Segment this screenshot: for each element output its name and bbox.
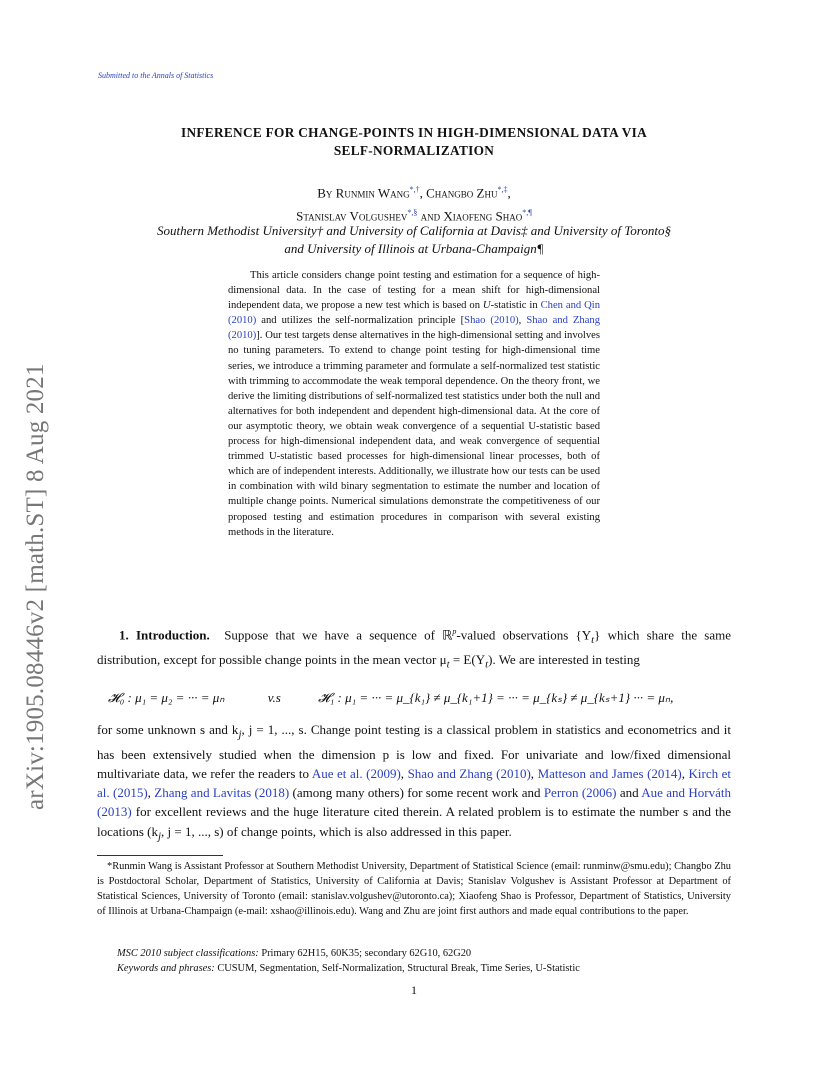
author-3-marks[interactable]: *,§ [407,208,418,218]
keywords [117,963,580,974]
title-line-2: SELF-NORMALIZATION [333,143,495,158]
arxiv-stamp: arXiv:1905.08446v2 [math.ST] 8 Aug 2021 [22,363,49,810]
abstract-text: -statistic in [490,300,541,312]
affiliation-line-1: Southern Methodist University† and University of California at Davis‡ and University of Toronto§ [157,223,671,238]
author-3: Stanislav Volgushev [296,208,408,224]
citation-shao[interactable]: Shao (2010) [464,315,519,327]
author-2: Changbo Zhu [426,185,498,201]
abstract: This article considers change point testing and estimation for a sequence of high-dimensional data. In the case of testing for a mean shift for high-dimensional independent data, we propose a new test which is based on U-statistic in Chen and Qin (2010) and utilizes the self-normalization principle [Shao (2010), Shao and Zhang (2010)]. Our test targets dense alternatives in the high-dimensional setting and involves no tuning parameters. To extend to change point testing for high-dimensional time series, we introduce a trimming parameter and formulate a self-normalized test statistic with trimming to accommodate the weak temporal dependence. On the theory front, we derive the limiting distributions of self-normalized test statistics under both the null and alternatives for both independent and dependent high-dimensional data. At the core of our asymptotic theory, we obtain weak convergence of a sequential U-statistic based process for high-dimensional independent data, and weak convergence of sequential trimmed U-statistic based processes for high-dimensional linear processes, both of which are of independent interests. Additionally, we illustrate how our tests can be used in combination with wild binary segmentation to estimate the number and location of multiple change points. Numerical simulations demonstrate the competitiveness of our proposed testing and estimation procedures in comparison with several existing methods in the literature. [228,270,600,538]
body-text: for excellent reviews and the huge literature cited therein. A related problem is to estimate the number s and the locations (k [97,804,731,839]
versus: v.s [267,690,281,705]
body-text: for some unknown s and k [97,722,239,737]
msc-label: MSC 2010 subject classifications: [117,948,259,959]
abstract-text: This article considers change point testing and estimation for a sequence of high-dimensional data. In the case of testing for a mean shift for high-dimensional independent data, we propose a new test which is based on [228,270,600,312]
intro-text: ). We are interested in testing [488,652,640,668]
author-1: Runmin Wang [335,185,410,201]
abstract-text: ]. Our test targets dense alternatives in the high-dimensional setting and involves no tuning parameters. To extend to change point testing for high-dimensional time series, we introduce a trimming parameter and formulate a self-normalized test statistic with trimming to accommodate the weak temporal dependence. On the theory front, we derive the limiting distributions of self-normalized test statistics under both the null and alternatives for both independent and dependent high-dimensional data. At the core of our asymptotic theory, we obtain weak convergence of a sequential U-statistic based process for high-dimensional independent data, and weak convergence of sequential trimmed U-statistic based processes for high-dimensional linear processes, both of which are of independent interests. Additionally, we illustrate how our tests can be used in combination with wild binary segmentation to estimate the number and location of multiple change points. Numerical simulations demonstrate the competitiveness of our proposed testing and estimation procedures in comparison with several existing methods in the literature. [228,330,600,538]
by-word: By [317,185,333,201]
citation-kirch[interactable]: Kirch et al. (2015) [97,766,732,801]
section-heading: 1. Introduction. [119,627,210,643]
body-text: and [616,785,642,801]
msc-text: Primary 62H15, 60K35; secondary 62G10, 62G20 [258,948,472,959]
title-line-1: INFERENCE FOR CHANGE-POINTS IN HIGH-DIMENSIONAL DATA VIA [181,125,647,140]
citation-perron[interactable]: Perron (2006) [543,785,617,801]
author-footnote [97,859,731,919]
intro-text: Suppose that we have a sequence of ℝ [224,627,453,643]
page-number: 1 [411,983,417,997]
citation-chen-qin[interactable]: Chen and Qin (2010) [228,300,600,327]
and-word: and [420,208,441,224]
author-2-marks[interactable]: *,‡ [497,185,508,194]
body-text: , j = 1, ..., s. Change point testing is a classical problem in statistics and econometrics and it has been extensively studied when the dimension p is low and fixed. For univariate and low/fixed dimensional multivariate data, we refer the readers to [97,722,731,781]
citation-aue-2009[interactable]: Aue et al. (2009) [311,766,401,781]
intro-text: -valued observations {Y [456,627,592,643]
journal-note: Submitted to the Annals of Statistics [98,71,214,80]
hypothesis-equation [108,690,728,706]
literature-paragraph: for some unknown s and $k_j$, j = 1, ..., s. Change point testing is a classical problem in statistics and econometrics and it has been extensively studied when the dimension p is low and fixed. For univariate and low/fixed dimensional multivariate data, we refer the readers to Aue et al. (2009), Shao and Zhang (2010), Matteson and James (2014), Kirch et al. (2015), Zhang and Lavitas (2018) (among many others) for some recent work and Perron (2006) and Aue and Horváth (2013) for excellent reviews and the huge literature cited therein. A related problem is to estimate the number s and the locations ($k_j$, j = 1, ..., s) of change points, which is also addressed in this paper. [97,722,732,843]
intro-text: = E(Y [449,652,486,668]
footnote-rule [97,855,223,856]
author-1-marks[interactable]: *,† [409,185,420,194]
paper-title [60,124,768,160]
citation-zhang-lavitas[interactable]: Zhang and Lavitas (2018) [154,785,290,801]
citation-matteson-james[interactable]: Matteson and James (2014) [537,766,682,781]
affiliation-line-2: and University of Illinois at Urbana-Champaign¶ [284,241,544,256]
body-text: , j = 1, ..., s) of change points, which is also addressed in this paper. [161,823,512,839]
introduction-paragraph: 1. Introduction. Suppose that we have a sequence of ℝ$^p$-valued observations $\{Y_t\}$ which share the same distribution, except for possible change points in the mean vector $\mu_t = E(Y_t)$. We are interested in testing [97,627,732,671]
author-list: By Runmin Wang*,†, Changbo Zhu*,‡, Stanislav Volgushev*,§ and Xiaofeng Shao*,¶ [296,185,532,224]
citation-shao-zhang[interactable]: Shao and Zhang (2010) [228,315,600,342]
intro-text: } which share the same distribution, except for possible change points in the mean vector μ [97,627,732,668]
footnote-text: *Runmin Wang is Assistant Professor at Southern Methodist University, Department of Statistical Science (email: runminw@smu.edu); Changbo Zhu is Postdoctoral Scholar, Department of Statistics, University of California at Davis; Stanislav Volgushev is Assistant Professor at Department of Statistical Sciences, University of Toronto (email: stanislav.volgushev@utoronto.ca); Xiaofeng Shao is Professor, Department of Statistics, University of Illinois at Urbana-Champaign (e-mail: xshao@illinois.edu). Wang and Zhu are joint first authors and made equal contributions to the paper. [97,861,731,918]
keywords-label: Keywords and phrases: [117,963,215,974]
author-4: Xiaofeng Shao [443,208,523,224]
u-symbol: U [482,300,491,312]
msc-classifications [117,948,471,959]
citation-shao-zhang-2010[interactable]: Shao and Zhang (2010) [407,766,531,781]
body-text: (among many others) for some recent work and [289,785,544,801]
author-4-marks[interactable]: *,¶ [522,208,532,218]
citation-aue-horvath[interactable]: Aue and Horváth (2013) [97,785,731,820]
alternative-hypothesis: 𝓗₁ : μ₁ = ··· = μ_{k₁} ≠ μ_{k₁+1} = ··· = μ_{kₛ} ≠ μ_{kₛ+1} ··· = μₙ, [318,690,674,705]
null-hypothesis: 𝓗₀ : μ₁ = μ₂ = ··· = μₙ [108,690,225,705]
keywords-text: CUSUM, Segmentation, Self-Normalization, Structural Break, Time Series, U-Statistic [214,963,580,974]
affiliations [60,222,768,258]
abstract-text: and utilizes the self-normalization principle [ [256,315,465,327]
